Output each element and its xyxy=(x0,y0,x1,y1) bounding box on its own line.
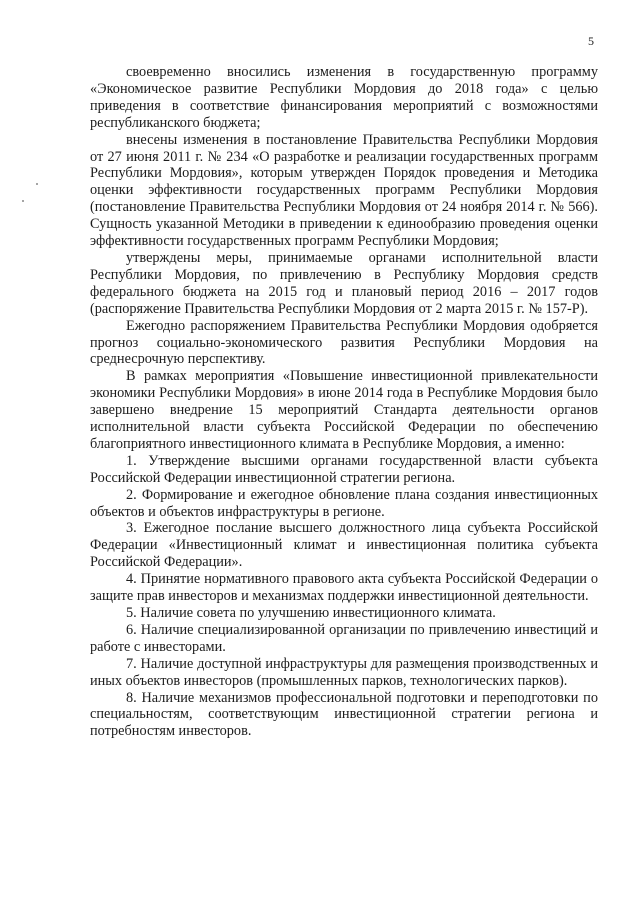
paragraph-forecast: Ежегодно распоряжением Правительства Республики Мордовия одобряется прогноз социально-экономического развития Республики Мордовия на среднесрочную перспективу. xyxy=(90,317,598,368)
paragraph-program-changes: своевременно вносились изменения в государственную программу «Экономическое развитие Республики Мордовия до 2018 года» с целью приведения в соответствие финансирования мероприятий с возможностями республиканского бюджета; xyxy=(90,64,598,131)
list-item-6: 6. Наличие специализированной организации по привлечению инвестиций и работе с инвесторами. xyxy=(90,621,598,655)
scan-speck xyxy=(22,200,24,202)
list-item-3: 3. Ежегодное послание высшего должностного лица субъекта Российской Федерации «Инвестиционный климат и инвестиционная политика субъекта Российской Федерации». xyxy=(90,520,598,571)
list-item-2: 2. Формирование и ежегодное обновление плана создания инвестиционных объектов и объектов инфраструктуры в регионе. xyxy=(90,486,598,520)
list-item-4: 4. Принятие нормативного правового акта субъекта Российской Федерации о защите прав инвесторов и механизмах поддержки инвестиционной деятельности. xyxy=(90,571,598,605)
page-number: 5 xyxy=(588,34,594,48)
scan-speck xyxy=(36,183,38,185)
paragraph-resolution-changes: внесены изменения в постановление Правительства Республики Мордовия от 27 июня 2011 г. № 234 «О разработке и реализации государственных программ Республики Мордовия», которым утвержден Порядок проведения и Методика оценки эффективности государственных программ Республики Мордовия (постановление Правительства Республики Мордовия от 24 ноября 2014 г. № 566). Сущность указанной Методики в приведении к единообразию проведения оценки эффективности государственных программ Республики Мордовия; xyxy=(90,131,598,250)
paragraph-federal-funds-measures: утверждены меры, принимаемые органами исполнительной власти Республики Мордовия, по привлечению в Республику Мордовия средств федерального бюджета на 2015 год и плановый период 2016 – 2017 годов (распоряжение Правительства Республики Мордовия от 2 марта 2015 г. № 157-Р). xyxy=(90,249,598,317)
list-item-5: 5. Наличие совета по улучшению инвестиционного климата. xyxy=(126,605,496,621)
list-item-1: 1. Утверждение высшими органами государственной власти субъекта Российской Федерации инвестиционной стратегии региона. xyxy=(90,452,598,486)
list-item-8: 8. Наличие механизмов профессиональной подготовки и переподготовки по специальностям, соответствующим инвестиционной стратегии региона и потребностям инвесторов. xyxy=(90,689,598,740)
document-body xyxy=(90,64,598,740)
list-item-7: 7. Наличие доступной инфраструктуры для размещения производственных и иных объектов инвесторов (промышленных парков, технологических парков). xyxy=(90,655,598,689)
paragraph-investment-standard: В рамках мероприятия «Повышение инвестиционной привлекательности экономики Республики Мордовия» в июне 2014 года в Республике Мордовия было завершено внедрение 15 мероприятий Стандарта деятельности органов исполнительной власти субъекта Российской Федерации по обеспечению благоприятного инвестиционного климата в Республике Мордовия, а именно: xyxy=(90,368,598,452)
